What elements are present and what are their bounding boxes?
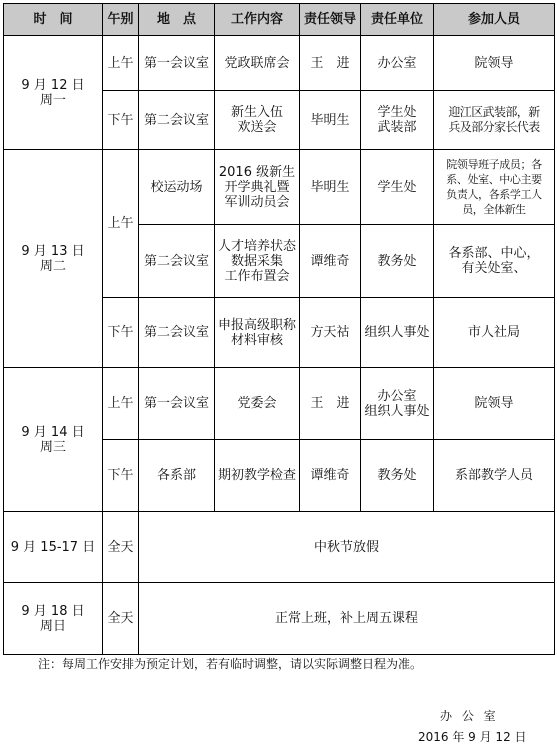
content-line: 新生入伍 — [230, 105, 283, 120]
unit-cell: 组织人事处 — [361, 298, 434, 368]
period-cell: 全天 — [103, 583, 139, 655]
weekday-text: 周日 — [39, 618, 66, 634]
unit-line: 学生处 — [377, 105, 417, 120]
participants-cell: 市人社局 — [434, 298, 555, 368]
participants-line: 迎江区武装部，新 — [448, 105, 540, 119]
leader-cell: 王 进 — [300, 36, 361, 91]
table-row — [4, 368, 555, 440]
participants-line: 系、处室、中心主要 — [446, 173, 542, 186]
participants-line: 负责人，各系学工人 — [446, 188, 542, 201]
content-cell — [215, 150, 300, 225]
header-period: 午别 — [103, 4, 139, 36]
merged-cell: 正常上班，补上周五课程 — [139, 583, 555, 655]
date-cell: 9 月 15-17 日 — [4, 512, 103, 583]
place-cell: 第二会议室 — [139, 225, 215, 298]
header-content: 工作内容 — [215, 4, 300, 36]
date-cell — [4, 150, 103, 368]
leader-cell: 谭维奇 — [300, 225, 361, 298]
unit-line: 武装部 — [377, 120, 417, 135]
schedule-table — [3, 3, 555, 655]
participants-line: 院领导班子成员；各 — [446, 158, 542, 171]
period-cell: 下午 — [103, 91, 139, 150]
content-line: 材料审核 — [230, 332, 283, 348]
table-row — [4, 512, 555, 583]
leader-cell: 王 进 — [300, 368, 361, 440]
participants-cell: 院领导 — [434, 368, 555, 440]
content-line: 开学典礼暨 — [224, 179, 290, 195]
place-cell: 第二会议室 — [139, 298, 215, 368]
place-cell: 各系部 — [139, 440, 215, 512]
leader-cell: 毕明生 — [300, 150, 361, 225]
unit-line: 组织人事处 — [364, 403, 430, 419]
content-line: 人才培养状态 — [217, 238, 296, 254]
period-cell: 下午 — [103, 440, 139, 512]
content-line: 工作布置会 — [224, 268, 290, 284]
content-cell: 期初教学检查 — [215, 440, 300, 512]
header-time: 时 间 — [4, 4, 103, 36]
content-cell — [215, 225, 300, 298]
period-cell: 全天 — [103, 512, 139, 583]
leader-cell: 方天祜 — [300, 298, 361, 368]
participants-cell: 系部教学人员 — [434, 440, 555, 512]
place-cell: 第一会议室 — [139, 368, 215, 440]
sign-date: 2016 年 9 月 12 日 — [418, 730, 527, 744]
content-line: 数据采集 — [230, 253, 283, 269]
footnote: 注：每周工作安排为预定计划，若有临时调整，请以实际调整日程为准。 — [38, 657, 423, 671]
place-cell: 第二会议室 — [139, 91, 215, 150]
table-row — [4, 150, 555, 225]
header-place: 地 点 — [139, 4, 215, 36]
place-cell: 第一会议室 — [139, 36, 215, 91]
participants-cell — [434, 91, 555, 150]
participants-line: 各系部、中心， — [448, 246, 540, 261]
content-line: 申报高级职称 — [217, 317, 296, 333]
content-cell — [215, 91, 300, 150]
period-cell: 上午 — [103, 368, 139, 440]
unit-line: 办公室 — [377, 388, 417, 404]
participants-line: 员，全体新生 — [462, 203, 526, 216]
content-cell — [215, 298, 300, 368]
unit-cell — [361, 91, 434, 150]
unit-cell: 办公室 — [361, 36, 434, 91]
header-unit: 责任单位 — [361, 4, 434, 36]
participants-cell — [434, 150, 555, 225]
header-participants: 参加人员 — [434, 4, 555, 36]
date-text: 9 月 18 日 — [21, 603, 85, 619]
leader-cell: 毕明生 — [300, 91, 361, 150]
header-row — [4, 4, 555, 36]
table-row — [4, 36, 555, 91]
weekday-text: 周一 — [39, 92, 66, 108]
weekday-text: 周二 — [39, 258, 66, 274]
participants-line: 有关处室、 — [461, 261, 527, 276]
date-text: 9 月 12 日 — [21, 77, 85, 93]
period-cell: 上午 — [103, 150, 139, 298]
weekday-text: 周三 — [39, 439, 66, 455]
participants-cell: 院领导 — [434, 36, 555, 91]
header-leader: 责任领导 — [300, 4, 361, 36]
period-cell: 上午 — [103, 36, 139, 91]
date-text: 9 月 14 日 — [21, 424, 85, 440]
content-line: 欢送会 — [237, 120, 277, 135]
participants-line: 兵及部分家长代表 — [448, 120, 540, 134]
date-cell — [4, 583, 103, 655]
content-line: 军训动员会 — [224, 194, 290, 210]
unit-cell: 学生处 — [361, 150, 434, 225]
unit-cell: 教务处 — [361, 225, 434, 298]
date-cell — [4, 368, 103, 512]
unit-cell: 教务处 — [361, 440, 434, 512]
unit-cell — [361, 368, 434, 440]
place-cell: 校运动场 — [139, 150, 215, 225]
table-row — [4, 583, 555, 655]
content-cell: 党委会 — [215, 368, 300, 440]
signature: 办 公 室 — [440, 709, 499, 723]
leader-cell: 谭维奇 — [300, 440, 361, 512]
content-line: 2016 级新生 — [218, 164, 296, 180]
content-cell: 党政联席会 — [215, 36, 300, 91]
period-cell: 下午 — [103, 298, 139, 368]
date-cell — [4, 36, 103, 150]
participants-cell — [434, 225, 555, 298]
merged-cell: 中秋节放假 — [139, 512, 555, 583]
date-text: 9 月 13 日 — [21, 243, 85, 259]
